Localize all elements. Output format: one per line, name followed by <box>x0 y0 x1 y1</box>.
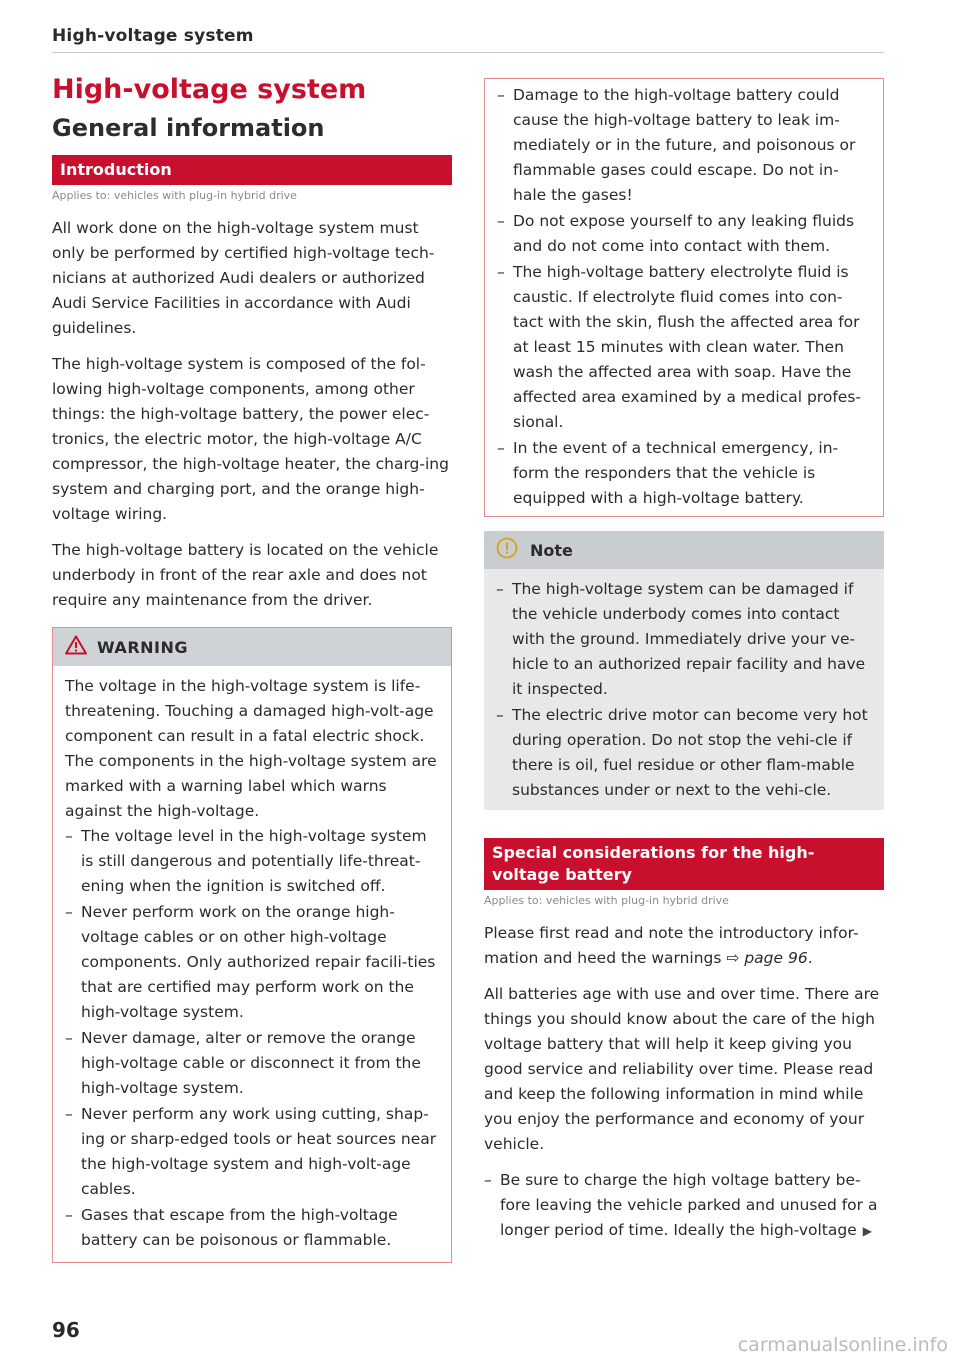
paragraph: The high-voltage system is composed of the fol-lowing high-voltage components, among other things: the high-voltage battery, the power elec-tronics, the electric motor, the high-voltage A/C compressor, the high-voltage heater, the charg-ing system and charging port, and the orange high-voltage wiring. <box>52 355 449 524</box>
paragraph-text: Please first read and note the introductory infor-mation and heed the warnings <box>484 924 859 967</box>
intro-heading-bar: Introduction <box>52 155 452 185</box>
page-reference-link[interactable]: ⇨ page 96 <box>726 949 808 967</box>
paragraph: All batteries age with use and over time. There are things you should know about the care of the high voltage battery that will help it keep giving you good service and reliability over time. Please read and keep the following information in mind while you enjoy the performance and economy of your vehicle. <box>484 985 880 1153</box>
warning-list <box>65 824 439 1253</box>
paragraph: All work done on the high-voltage system must only be performed by certified high-voltage tech-nicians at authorized Audi dealers or authorized Audi Service Facilities in accordance with Audi guidelines. <box>52 219 435 338</box>
special-heading-bar: Special considerations for the high-voltage battery <box>484 838 884 890</box>
warning-list-continued <box>497 83 871 511</box>
list-item <box>484 1168 884 1244</box>
header-rule <box>52 52 884 53</box>
warning-box <box>52 627 452 1263</box>
list-item: – The electric drive motor can become very hot during operation. Do not stop the vehi-cle if there is oil, fuel residue or other flam-mable substances under or next to the vehi-cle. <box>496 703 872 803</box>
list-item: – Gases that escape from the high-voltage battery can be poisonous or flammable. <box>65 1203 439 1253</box>
list-item: – Never damage, alter or remove the orange high-voltage cable or disconnect it from the high-voltage system. <box>65 1026 439 1101</box>
list-item-text: Be sure to charge the high voltage battery be-fore leaving the vehicle parked and unused for a longer period of time. Ideally the high-voltage <box>500 1171 878 1239</box>
paragraph <box>484 921 884 971</box>
list-item: – Never perform work on the orange high-voltage cables or on other high-voltage components. Only authorized repair facili-ties that are certified may perform work on the high-voltage system. <box>65 900 439 1025</box>
note-body <box>484 569 884 810</box>
paragraph-end: . <box>807 949 813 967</box>
note-list <box>496 577 872 803</box>
info-circle-icon <box>496 537 518 563</box>
note-header <box>484 531 884 569</box>
list-item: – Do not expose yourself to any leaking fluids and do not come into contact with them. <box>497 209 871 259</box>
applies-note: Applies to: vehicles with plug-in hybrid drive <box>484 894 729 907</box>
warning-body <box>53 666 451 1262</box>
list-item: – Damage to the high-voltage battery could cause the high-voltage battery to leak im-mediately or in the future, and poisonous or flammable gases could escape. Do not in-hale the gases! <box>497 83 871 208</box>
list-item: – The high-voltage system can be damaged if the vehicle underbody comes into contact with the ground. Immediately drive your ve-hicle to an authorized repair facility and have it inspected. <box>496 577 872 702</box>
running-head: High-voltage system <box>52 26 254 46</box>
list-item: – Never perform any work using cutting, shap-ing or sharp-edged tools or heat sources near the high-voltage system and high-volt-age cables. <box>65 1102 439 1202</box>
note-title: Note <box>530 540 573 560</box>
right-column <box>484 78 884 1245</box>
paragraph: The high-voltage battery is located on the vehicle underbody in front of the rear axle and does not require any maintenance from the driver. <box>52 541 439 610</box>
applies-note: Applies to: vehicles with plug-in hybrid drive <box>52 189 297 203</box>
watermark: carmanualsonline.info <box>737 1334 948 1356</box>
warning-lead: The voltage in the high-voltage system is life-threatening. Touching a damaged high-volt-age component can result in a fatal electric shock. The components in the high-voltage system are marked with a warning label which warns against the high-voltage. <box>65 677 437 821</box>
bullet-list <box>484 1168 884 1244</box>
page-number: 96 <box>52 1318 80 1342</box>
warning-box-continued <box>484 78 884 517</box>
section-title: High-voltage system <box>52 74 367 105</box>
left-column <box>52 74 452 1263</box>
list-item: – In the event of a technical emergency, in-form the responders that the vehicle is equipped with a high-voltage battery. <box>497 436 871 511</box>
note-box <box>484 531 884 810</box>
warning-triangle-icon <box>65 635 87 659</box>
list-item: – The voltage level in the high-voltage system is still dangerous and potentially life-threat-ening when the ignition is switched off. <box>65 824 439 899</box>
subsection-title: General information <box>52 114 325 143</box>
warning-title: WARNING <box>97 637 188 657</box>
list-item: – The high-voltage battery electrolyte fluid is caustic. If electrolyte fluid comes into con-tact with the skin, flush the affected area for at least 15 minutes with clean water. Then wash the affected area with soap. Have the affected area examined by a medical profes-sional. <box>497 260 871 435</box>
warning-header <box>53 628 451 666</box>
continue-arrow-icon: ▶ <box>862 1224 872 1238</box>
